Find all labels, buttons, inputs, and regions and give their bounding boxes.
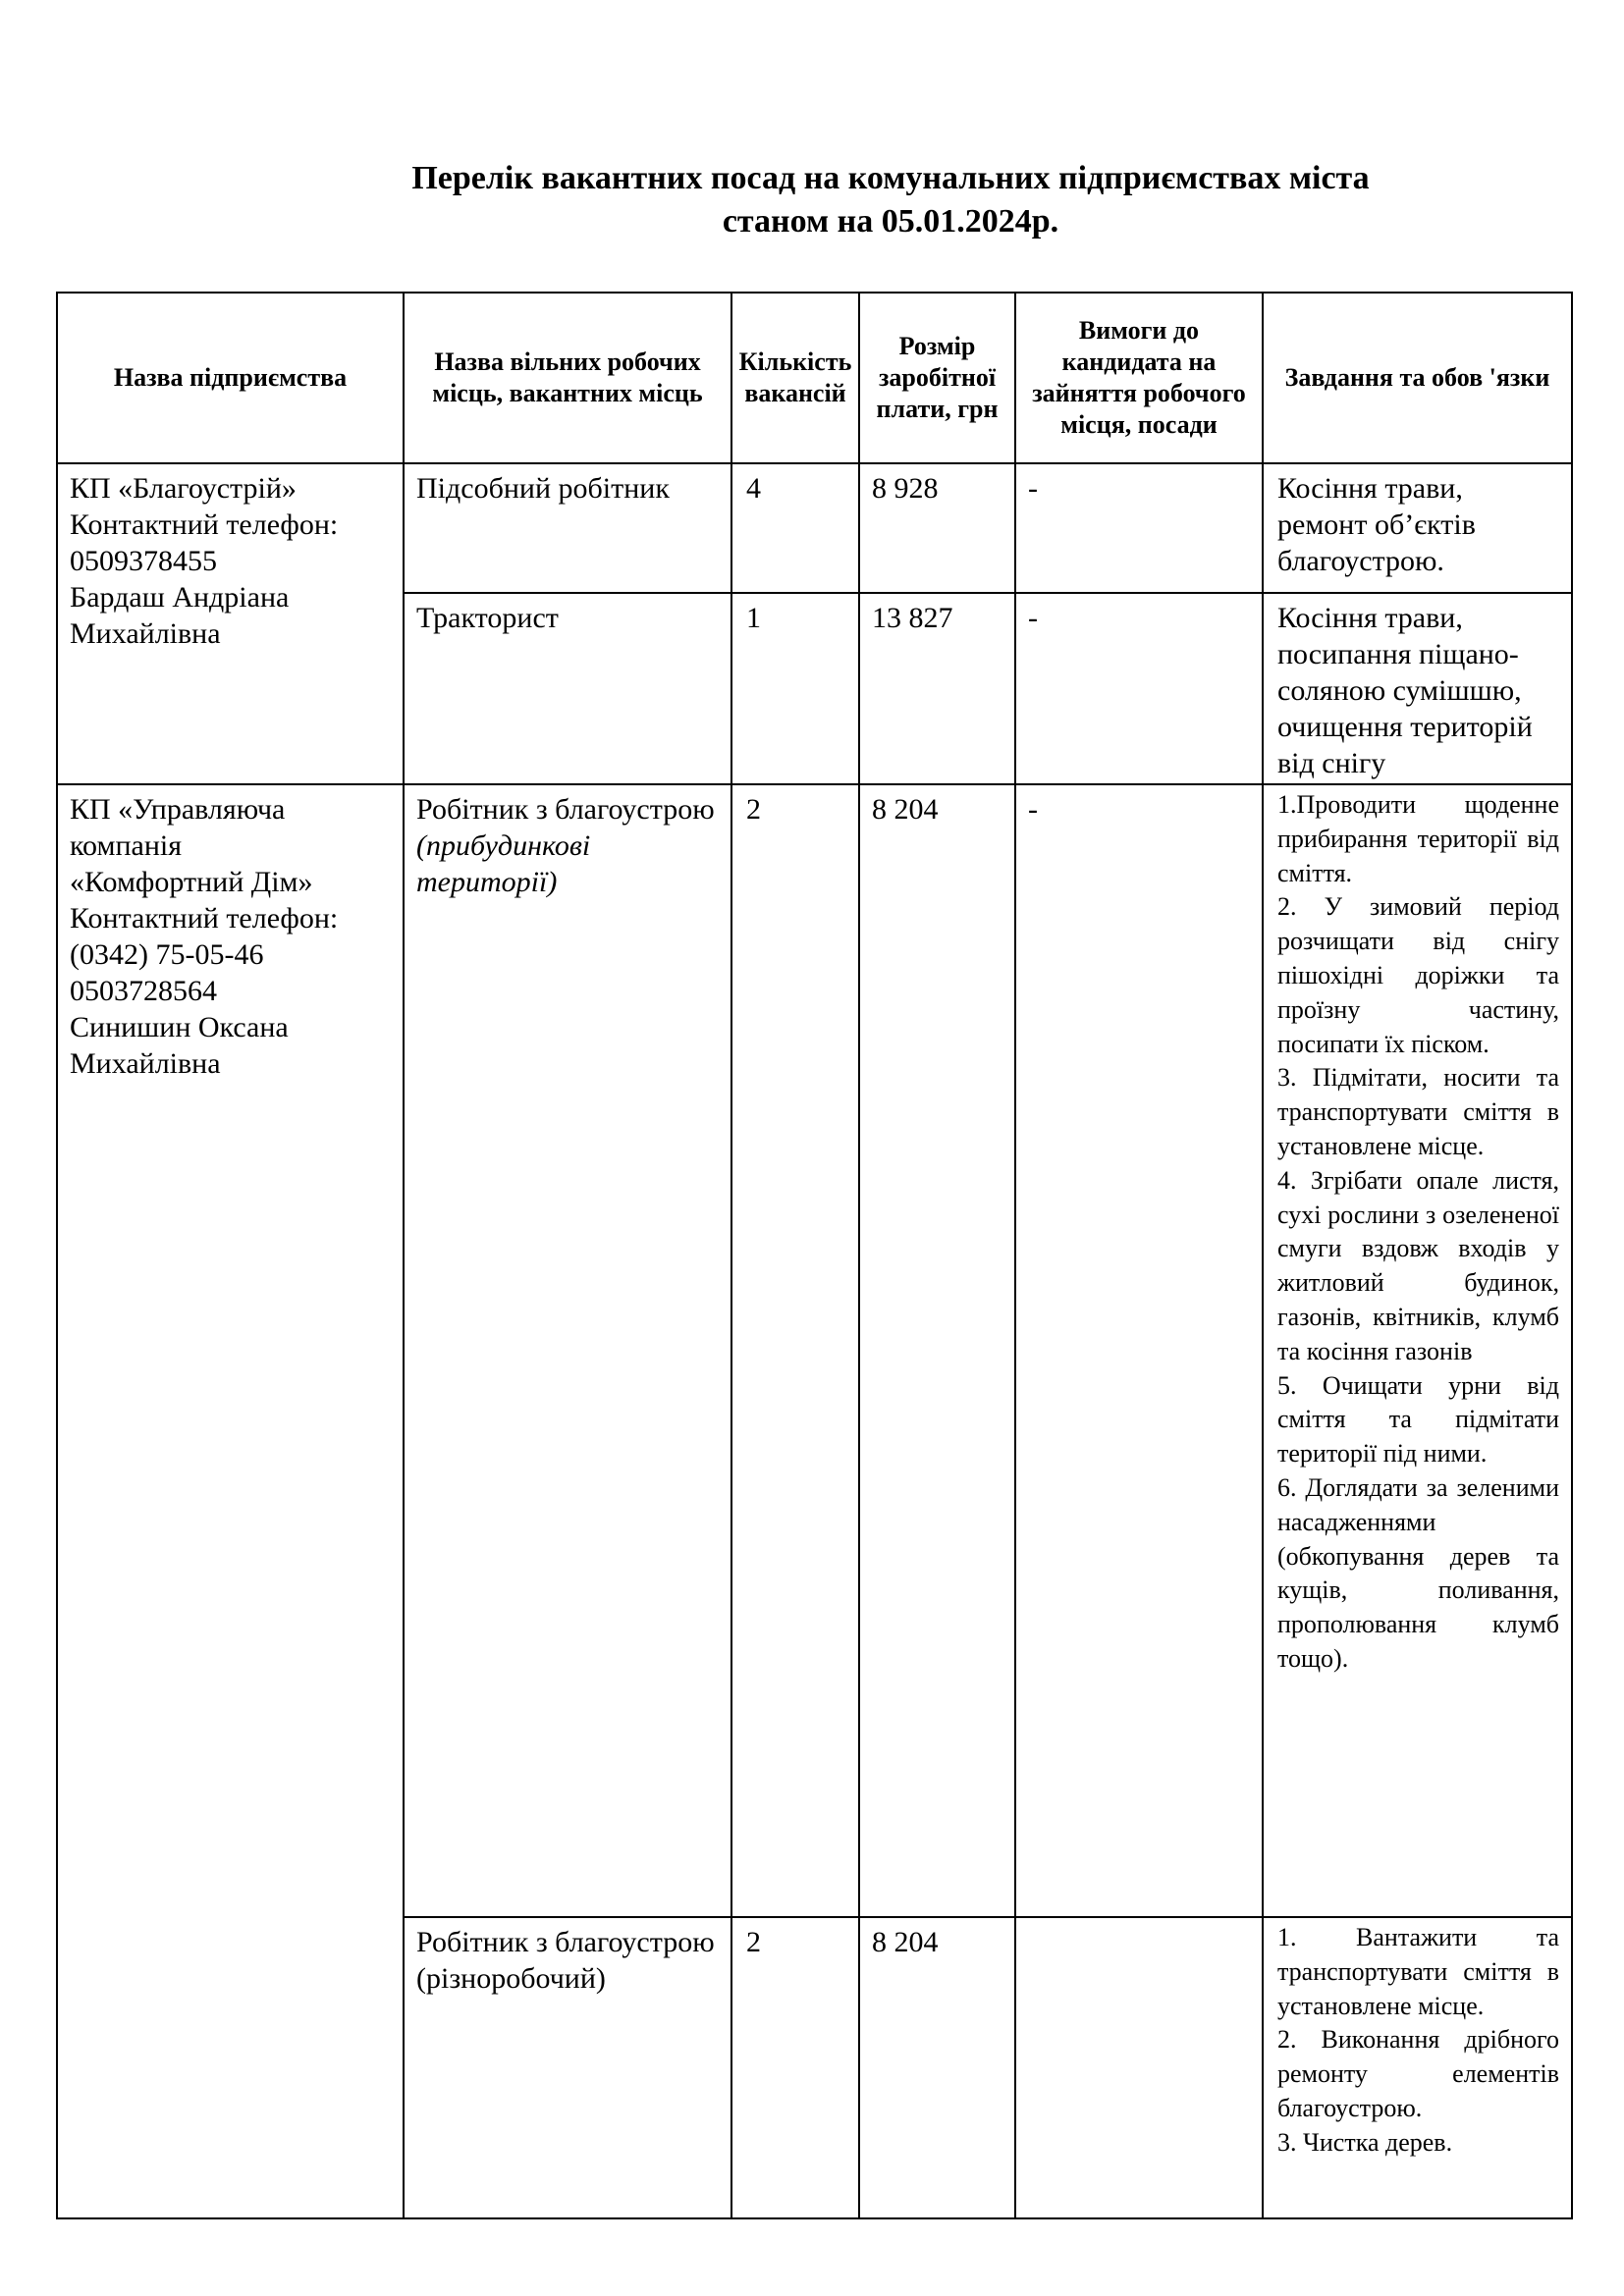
requirements-cell: [1015, 784, 1263, 1917]
duties-cell: [1263, 593, 1572, 784]
page-title: [0, 157, 1624, 243]
position-name: Підсобний робітник: [416, 472, 670, 505]
company-name-cont: «Комфортний Дім»: [70, 866, 313, 898]
position-note: (різноробочий): [416, 1962, 606, 1995]
requirements-cell: [1015, 463, 1263, 593]
company-phone-label: Контактний телефон:: [70, 508, 339, 541]
company-contact-patronymic: Михайлівна: [70, 617, 221, 650]
count-cell: [731, 463, 859, 593]
salary-cell: [859, 1917, 1015, 2218]
header-salary: Розмір заробітної плати, грн: [859, 293, 1015, 463]
salary-value: 8 928: [872, 472, 939, 505]
header-position: Назва вільних робочих місць, вакантних місць: [404, 293, 731, 463]
table-row: [57, 784, 1572, 1917]
company-phone: (0342) 75-05-46: [70, 938, 264, 971]
header-requirements: Вимоги до кандидата на зайняття робочого місця, посади: [1015, 293, 1263, 463]
duty-item: 6. Доглядати за зеленими насадженнями (обкопування дерев та кущів, поливання, прополювання клумб тощо).: [1277, 1472, 1559, 1673]
company-contact-patronymic: Михайлівна: [70, 1047, 221, 1080]
position-note: (прибудинкові території): [416, 829, 591, 898]
company-cell: [57, 463, 404, 784]
salary-value: 8 204: [872, 793, 939, 826]
salary-value: 13 827: [872, 602, 953, 634]
requirements-value: [1016, 1918, 1262, 1928]
requirements-value: -: [1028, 472, 1038, 505]
position-cell: [404, 784, 731, 1917]
company-name: КП «Благоустрій»: [70, 472, 297, 505]
duty-item: Косіння трави, посипання піщано-соляною сумішшю, очищення територій від снігу: [1277, 602, 1533, 779]
header-company: Назва підприємства: [57, 293, 404, 463]
duty-item: 2. У зимовий період розчищати від снігу пішохідні доріжки та проїзну частину, посипати їх піском.: [1277, 892, 1559, 1058]
duties-cell: [1263, 784, 1572, 1917]
company-cell: [57, 784, 404, 2218]
title-line-1: Перелік вакантних посад на комунальних підприємствах міста: [411, 160, 1370, 196]
count-cell: [731, 593, 859, 784]
requirements-cell: [1015, 593, 1263, 784]
duty-item: 1.Проводити щоденне прибирання території від сміття.: [1277, 790, 1559, 887]
count-cell: [731, 1917, 859, 2218]
position-name: Робітник з благоустрою: [416, 793, 715, 826]
requirements-cell: [1015, 1917, 1263, 2218]
duty-item: 3. Чистка дерев.: [1277, 2127, 1453, 2157]
company-phone: 0509378455: [70, 545, 217, 577]
duty-item: Косіння трави, ремонт об’єктів благоустрою.: [1277, 472, 1476, 577]
position-cell: [404, 593, 731, 784]
salary-cell: [859, 784, 1015, 1917]
title-line-2: станом на 05.01.2024р.: [722, 203, 1059, 240]
position-name: Робітник з благоустрою: [416, 1926, 715, 1958]
company-contact-surname: Синишин Оксана: [70, 1011, 289, 1043]
duties-cell: [1263, 463, 1572, 593]
vacancies-table: [56, 292, 1573, 2219]
company-phone-label: Контактний телефон:: [70, 902, 339, 934]
requirements-value: -: [1028, 793, 1038, 826]
position-name: Тракторист: [416, 602, 559, 634]
duties-cell: [1263, 1917, 1572, 2218]
duty-item: 4. Згрібати опале листя, сухі рослини з озелененої смуги вздовж входів у житловий будинок, газонів, квітників, клумб та косіння газонів: [1277, 1165, 1559, 1365]
header-duties: Завдання та обов 'язки: [1263, 293, 1572, 463]
duty-item: 1. Вантажити та транспортувати сміття в установлене місце.: [1277, 1923, 1559, 2020]
salary-value: 8 204: [872, 1926, 939, 1958]
position-cell: [404, 463, 731, 593]
requirements-value: -: [1028, 602, 1038, 634]
vacancy-count: 4: [746, 472, 761, 505]
salary-cell: [859, 593, 1015, 784]
vacancy-count: 2: [746, 793, 761, 826]
company-name-cont: компанія: [70, 829, 183, 862]
duty-item: 2. Виконання дрібного ремонту елементів благоустрою.: [1277, 2025, 1559, 2122]
salary-cell: [859, 463, 1015, 593]
company-contact-surname: Бардаш Андріана: [70, 581, 290, 614]
duty-item: 5. Очищати урни від сміття та підмітати території під ними.: [1277, 1370, 1559, 1468]
position-cell: [404, 1917, 731, 2218]
header-count: Кількість вакансій: [731, 293, 859, 463]
count-cell: [731, 784, 859, 1917]
table-header-row: [57, 293, 1572, 463]
table-row: [57, 463, 1572, 593]
company-name: КП «Управляюча: [70, 793, 286, 826]
duty-item: 3. Підмітати, носити та транспортувати сміття в установлене місце.: [1277, 1063, 1559, 1160]
company-phone: 0503728564: [70, 975, 217, 1007]
vacancy-count: 1: [746, 602, 761, 634]
vacancy-count: 2: [746, 1926, 761, 1958]
